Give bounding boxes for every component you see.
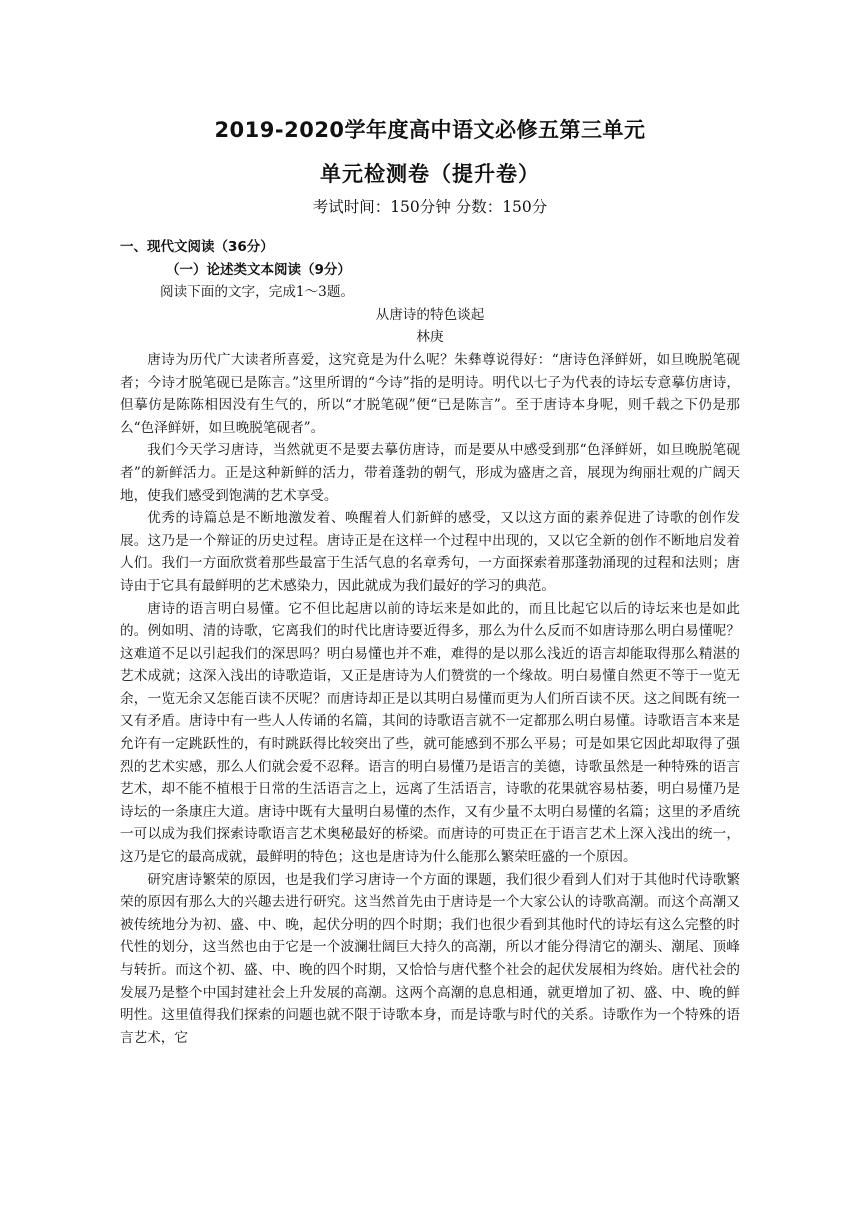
document-subtitle: 单元检测卷（提升卷） (320, 162, 540, 186)
article-paragraph-3: 优秀的诗篇总是不断地激发着、唤醒着人们新鲜的感受，又以这方面的素养促进了诗歌的创作发展。这乃是一个辩证的历史过程。唐诗正是在这样一个过程中出现的，又以它全新的创作不断地启发着人们。我们一方面欣赏着那些最富于生活气息的名章秀句，一方面探索着那蓬勃涌现的过程和法则；唐诗由于它具有最鲜明的艺术感染力，因此就成为我们最好的学习的典范。 (120, 510, 740, 594)
section-title: 一、现代文阅读（36分） (120, 239, 274, 255)
article-author: 林庚 (416, 329, 444, 346)
exam-meta: 考试时间：150分钟 分数：150分 (312, 198, 548, 216)
subsection-title: （一）论述类文本阅读（9分） (166, 261, 351, 278)
exam-body (120, 236, 740, 1049)
article-paragraph-5: 研究唐诗繁荣的原因，也是我们学习唐诗一个方面的课题，我们很少看到人们对于其他时代诗歌繁荣的原因有那么大的兴趣去进行研究。这当然首先由于唐诗是一个大家公认的诗歌高潮。而这个高潮又被传统地分为初、盛、中、晚，起伏分明的四个时期；我们也很少看到其他时代的诗坛有这么完整的时代性的划分，这当然也由于它是一个波澜壮阔巨大持久的高潮，所以才能分得清它的潮头、潮尾、顶峰与转折。而这个初、盛、中、晚的四个时期，又恰恰与唐代整个社会的起伏发展相为终始。唐代社会的发展乃是整个中国封建社会上升发展的高潮。这两个高潮的息息相通，就更增加了初、盛、中、晚的鲜明性。这里值得我们探索的问题也就不限于诗歌本身，而是诗歌与时代的关系。诗歌作为一个特殊的语言艺术，它 (120, 871, 740, 1046)
document-title: 2019-2020学年度高中语文必修五第三单元 (214, 118, 646, 142)
article-paragraph-1: 唐诗为历代广大读者所喜爱，这究竟是为什么呢？朱彝尊说得好：“唐诗色泽鲜妍，如旦晚脱笔砚者；今诗才脱笔砚已是陈言。”这里所谓的“今诗”指的是明诗。明代以七子为代表的诗坛专意摹仿唐诗，但摹仿是陈陈相因没有生气的，所以“才脱笔砚”便“已是陈言”。至于唐诗本身呢，则千载之下仍是那么“色泽鲜妍，如旦晚脱笔砚者”。 (120, 351, 740, 436)
article-title: 从唐诗的特色谈起 (375, 306, 485, 323)
article-paragraph-2: 我们今天学习唐诗，当然就更不是要去摹仿唐诗，而是要从中感受到那“色泽鲜妍，如旦晚脱笔砚者”的新鲜活力。正是这种新鲜的活力，带着蓬勃的朝气，形成为盛唐之音，展现为绚丽壮观的广阔天地，使我们感受到饱满的艺术享受。 (120, 442, 740, 504)
article-paragraph-4: 唐诗的语言明白易懂。它不但比起唐以前的诗坛来是如此的，而且比起它以后的诗坛来也是如此的。例如明、清的诗歌，它离我们的时代比唐诗要近得多，那么为什么反而不如唐诗那么明白易懂呢？这难道不足以引起我们的深思吗？明白易懂也并不难，难得的是以那么浅近的语言却能取得那么精湛的艺术成就；这深入浅出的诗歌造诣，又正是唐诗为人们赞赏的一个缘故。明白易懂自然更不等于一览无余，一览无余又怎能百读不厌呢？而唐诗却正是以其明白易懂而更为人们所百读不厌。这之间既有统一又有矛盾。唐诗中有一些人人传诵的名篇，其间的诗歌语言就不一定都那么明白易懂。诗歌语言本来是允许有一定跳跃性的，有时跳跃得比较突出了些，就可能感到不那么平易；可是如果它因此却取得了强烈的艺术实感，那么人们就会爱不忍释。语言的明白易懂乃是语言的美德，诗歌虽然是一种特殊的语言艺术，却不能不植根于日常的生活语言之上，远离了生活语言，诗歌的花果就容易枯萎，明白易懂乃是诗坛的一条康庄大道。唐诗中既有大量明白易懂的杰作，又有少量不太明白易懂的名篇；这里的矛盾统一可以成为我们探索诗歌语言艺术奥秘最好的桥梁。而唐诗的可贵正在于语言艺术上深入浅出的统一，这乃是它的最高成就，最鲜明的特色；这也是唐诗为什么能那么繁荣旺盛的一个原因。 (120, 600, 740, 866)
instruction-text: 阅读下面的文字，完成1～3题。 (160, 284, 355, 301)
